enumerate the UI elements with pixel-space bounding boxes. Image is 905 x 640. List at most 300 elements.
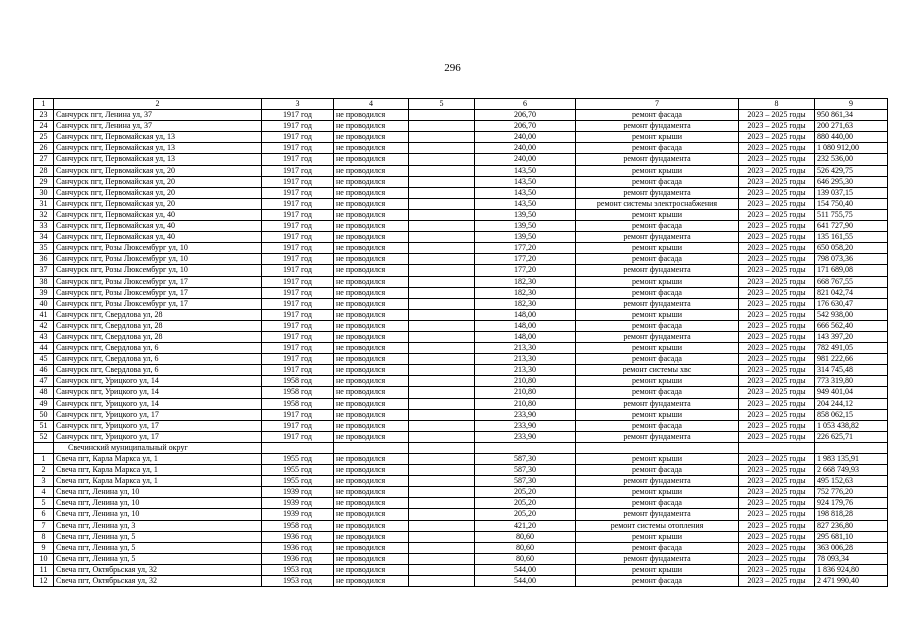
area-cell: 80,60: [475, 542, 576, 553]
work-type-cell: ремонт крыши: [576, 564, 739, 575]
empty-cell: [334, 442, 409, 453]
previous-repair-cell: не проводился: [334, 298, 409, 309]
address-cell: Свеча пгт, Ленина ул, 5: [54, 531, 262, 542]
row-number: 46: [34, 365, 54, 376]
previous-repair-cell: не проводился: [334, 509, 409, 520]
year-cell: 1953 год: [262, 564, 334, 575]
work-type-cell: ремонт фасада: [576, 387, 739, 398]
row-number: 2: [34, 465, 54, 476]
work-type-cell: ремонт фасада: [576, 354, 739, 365]
period-cell: 2023 – 2025 годы: [739, 243, 815, 254]
address-cell: Санчурск пгт, Первомайская ул, 13: [54, 143, 262, 154]
table-row: [34, 298, 888, 309]
empty-cell: [409, 431, 475, 442]
table-row: [34, 343, 888, 354]
previous-repair-cell: не проводился: [334, 431, 409, 442]
address-cell: Санчурск пгт, Урицкого ул, 17: [54, 420, 262, 431]
table-row: [34, 531, 888, 542]
table-row: [34, 198, 888, 209]
address-cell: Свеча пгт, Карла Маркса ул, 1: [54, 465, 262, 476]
empty-cell: [409, 420, 475, 431]
area-cell: 206,70: [475, 110, 576, 121]
work-type-cell: ремонт фундамента: [576, 476, 739, 487]
year-cell: 1917 год: [262, 265, 334, 276]
work-type-cell: ремонт фасада: [576, 254, 739, 265]
area-cell: 587,30: [475, 465, 576, 476]
cost-cell: 646 295,30: [815, 176, 888, 187]
previous-repair-cell: не проводился: [334, 354, 409, 365]
row-number: 9: [34, 542, 54, 553]
area-cell: 80,60: [475, 553, 576, 564]
period-cell: 2023 – 2025 годы: [739, 498, 815, 509]
area-cell: 240,00: [475, 143, 576, 154]
year-cell: 1917 год: [262, 431, 334, 442]
area-cell: 213,30: [475, 365, 576, 376]
previous-repair-cell: не проводился: [334, 420, 409, 431]
period-cell: 2023 – 2025 годы: [739, 331, 815, 342]
row-number: 1: [34, 454, 54, 465]
row-number: 40: [34, 298, 54, 309]
period-cell: 2023 – 2025 годы: [739, 531, 815, 542]
work-type-cell: ремонт фасада: [576, 143, 739, 154]
period-cell: 2023 – 2025 годы: [739, 121, 815, 132]
table-row: [34, 309, 888, 320]
row-number: 50: [34, 409, 54, 420]
previous-repair-cell: не проводился: [334, 320, 409, 331]
area-cell: 139,50: [475, 221, 576, 232]
previous-repair-cell: не проводился: [334, 343, 409, 354]
row-number: 32: [34, 209, 54, 220]
year-cell: 1917 год: [262, 409, 334, 420]
row-number: 41: [34, 309, 54, 320]
empty-cell: [475, 442, 576, 453]
cost-cell: 1 983 135,91: [815, 454, 888, 465]
year-cell: 1917 год: [262, 176, 334, 187]
empty-cell: [409, 309, 475, 320]
year-cell: 1917 год: [262, 187, 334, 198]
cost-cell: 2 471 990,40: [815, 576, 888, 587]
area-cell: 143,50: [475, 165, 576, 176]
row-number: 7: [34, 520, 54, 531]
previous-repair-cell: не проводился: [334, 143, 409, 154]
work-type-cell: ремонт системы электроснабжения: [576, 198, 739, 209]
year-cell: 1917 год: [262, 254, 334, 265]
period-cell: 2023 – 2025 годы: [739, 254, 815, 265]
cost-cell: 198 818,28: [815, 509, 888, 520]
table-row: [34, 320, 888, 331]
address-cell: Свеча пгт, Ленина ул, 10: [54, 487, 262, 498]
address-cell: Санчурск пгт, Первомайская ул, 20: [54, 198, 262, 209]
area-cell: 233,90: [475, 420, 576, 431]
period-cell: 2023 – 2025 годы: [739, 187, 815, 198]
address-cell: Санчурск пгт, Ленина ул, 37: [54, 110, 262, 121]
year-cell: 1939 год: [262, 498, 334, 509]
address-cell: Санчурск пгт, Первомайская ул, 20: [54, 176, 262, 187]
empty-cell: [409, 132, 475, 143]
work-type-cell: ремонт фасада: [576, 420, 739, 431]
work-type-cell: ремонт фасада: [576, 498, 739, 509]
work-type-cell: ремонт фундамента: [576, 121, 739, 132]
table-row: [34, 209, 888, 220]
area-cell: 139,50: [475, 232, 576, 243]
area-cell: 143,50: [475, 176, 576, 187]
period-cell: 2023 – 2025 годы: [739, 154, 815, 165]
row-number: 25: [34, 132, 54, 143]
address-cell: Санчурск пгт, Урицкого ул, 14: [54, 398, 262, 409]
cost-cell: 135 161,55: [815, 232, 888, 243]
previous-repair-cell: не проводился: [334, 198, 409, 209]
work-type-cell: ремонт крыши: [576, 209, 739, 220]
row-number: 31: [34, 198, 54, 209]
cost-cell: 204 244,12: [815, 398, 888, 409]
period-cell: 2023 – 2025 годы: [739, 165, 815, 176]
empty-cell: [409, 187, 475, 198]
work-type-cell: ремонт фундамента: [576, 154, 739, 165]
previous-repair-cell: не проводился: [334, 576, 409, 587]
cost-cell: 78 093,34: [815, 553, 888, 564]
empty-cell: [409, 343, 475, 354]
table-row: [34, 476, 888, 487]
cost-cell: 200 271,63: [815, 121, 888, 132]
row-number: 48: [34, 387, 54, 398]
table-row: [34, 576, 888, 587]
year-cell: 1917 год: [262, 132, 334, 143]
empty-cell: [409, 331, 475, 342]
cost-cell: 981 222,66: [815, 354, 888, 365]
row-number: 47: [34, 376, 54, 387]
work-type-cell: ремонт фундамента: [576, 331, 739, 342]
previous-repair-cell: не проводился: [334, 531, 409, 542]
year-cell: 1953 год: [262, 576, 334, 587]
table-row: [34, 331, 888, 342]
previous-repair-cell: не проводился: [334, 243, 409, 254]
address-cell: Санчурск пгт, Розы Люксембург ул, 10: [54, 243, 262, 254]
row-number: 30: [34, 187, 54, 198]
cost-cell: 950 861,34: [815, 110, 888, 121]
work-type-cell: ремонт крыши: [576, 343, 739, 354]
cost-cell: 821 042,74: [815, 287, 888, 298]
empty-cell: [409, 198, 475, 209]
cost-cell: 1 080 912,00: [815, 143, 888, 154]
address-cell: Свеча пгт, Ленина ул, 10: [54, 509, 262, 520]
work-type-cell: ремонт крыши: [576, 531, 739, 542]
address-cell: Санчурск пгт, Свердлова ул, 28: [54, 309, 262, 320]
empty-cell: [409, 209, 475, 220]
table-row: [34, 154, 888, 165]
empty-cell: [409, 498, 475, 509]
work-type-cell: ремонт фундамента: [576, 298, 739, 309]
empty-cell: [739, 442, 815, 453]
period-cell: 2023 – 2025 годы: [739, 542, 815, 553]
address-cell: Санчурск пгт, Первомайская ул, 40: [54, 221, 262, 232]
cost-cell: 314 745,48: [815, 365, 888, 376]
period-cell: 2023 – 2025 годы: [739, 209, 815, 220]
table-row: [34, 520, 888, 531]
empty-cell: [409, 265, 475, 276]
period-cell: 2023 – 2025 годы: [739, 487, 815, 498]
period-cell: 2023 – 2025 годы: [739, 398, 815, 409]
empty-cell: [409, 409, 475, 420]
previous-repair-cell: не проводился: [334, 520, 409, 531]
empty-cell: [409, 376, 475, 387]
work-type-cell: ремонт крыши: [576, 309, 739, 320]
address-cell: Свеча пгт, Карла Маркса ул, 1: [54, 454, 262, 465]
cost-cell: 526 429,75: [815, 165, 888, 176]
period-cell: 2023 – 2025 годы: [739, 143, 815, 154]
empty-cell: [409, 121, 475, 132]
previous-repair-cell: не проводился: [334, 265, 409, 276]
year-cell: 1955 год: [262, 454, 334, 465]
cost-cell: 295 681,10: [815, 531, 888, 542]
area-cell: 177,20: [475, 265, 576, 276]
area-cell: 148,00: [475, 331, 576, 342]
cost-cell: 139 037,15: [815, 187, 888, 198]
previous-repair-cell: не проводился: [334, 121, 409, 132]
previous-repair-cell: не проводился: [334, 398, 409, 409]
row-number: 43: [34, 331, 54, 342]
row-number: 51: [34, 420, 54, 431]
work-type-cell: ремонт фасада: [576, 110, 739, 121]
period-cell: 2023 – 2025 годы: [739, 276, 815, 287]
row-number: 10: [34, 553, 54, 564]
cost-cell: 668 767,55: [815, 276, 888, 287]
year-cell: 1917 год: [262, 420, 334, 431]
empty-cell: [409, 442, 475, 453]
area-cell: 421,20: [475, 520, 576, 531]
work-type-cell: ремонт фундамента: [576, 553, 739, 564]
empty-cell: [409, 254, 475, 265]
table-row: [34, 376, 888, 387]
previous-repair-cell: не проводился: [334, 254, 409, 265]
work-type-cell: ремонт крыши: [576, 454, 739, 465]
area-cell: 139,50: [475, 209, 576, 220]
repair-registry-table: [33, 98, 888, 587]
empty-cell: [409, 221, 475, 232]
empty-cell: [409, 487, 475, 498]
previous-repair-cell: не проводился: [334, 476, 409, 487]
row-number: 5: [34, 498, 54, 509]
empty-cell: [409, 553, 475, 564]
year-cell: 1917 год: [262, 320, 334, 331]
table-row: [34, 564, 888, 575]
table-row: [34, 110, 888, 121]
period-cell: 2023 – 2025 годы: [739, 520, 815, 531]
previous-repair-cell: не проводился: [334, 487, 409, 498]
address-cell: Санчурск пгт, Розы Люксембург ул, 10: [54, 254, 262, 265]
cost-cell: 773 319,80: [815, 376, 888, 387]
empty-cell: [409, 542, 475, 553]
table-row: [34, 187, 888, 198]
empty-cell: [262, 442, 334, 453]
previous-repair-cell: не проводился: [334, 454, 409, 465]
year-cell: 1917 год: [262, 331, 334, 342]
year-cell: 1917 год: [262, 165, 334, 176]
period-cell: 2023 – 2025 годы: [739, 431, 815, 442]
cost-cell: 666 562,40: [815, 320, 888, 331]
table-row: [34, 265, 888, 276]
table-row: [34, 243, 888, 254]
address-cell: Санчурск пгт, Первомайская ул, 13: [54, 132, 262, 143]
year-cell: 1917 год: [262, 154, 334, 165]
period-cell: 2023 – 2025 годы: [739, 298, 815, 309]
work-type-cell: ремонт фундамента: [576, 232, 739, 243]
year-cell: 1939 год: [262, 509, 334, 520]
area-cell: 587,30: [475, 476, 576, 487]
year-cell: 1936 год: [262, 531, 334, 542]
table-row: [34, 542, 888, 553]
row-number: 38: [34, 276, 54, 287]
previous-repair-cell: не проводился: [334, 187, 409, 198]
column-header: 3: [262, 99, 334, 110]
area-cell: 177,20: [475, 254, 576, 265]
column-header: 8: [739, 99, 815, 110]
section-title: Свечинский муниципальный округ: [54, 442, 262, 453]
work-type-cell: ремонт системы отопления: [576, 520, 739, 531]
cost-cell: 858 062,15: [815, 409, 888, 420]
work-type-cell: ремонт крыши: [576, 276, 739, 287]
address-cell: Санчурск пгт, Урицкого ул, 14: [54, 387, 262, 398]
empty-cell: [409, 287, 475, 298]
area-cell: 182,30: [475, 276, 576, 287]
period-cell: 2023 – 2025 годы: [739, 509, 815, 520]
empty-cell: [34, 442, 54, 453]
area-cell: 213,30: [475, 354, 576, 365]
address-cell: Санчурск пгт, Первомайская ул, 40: [54, 209, 262, 220]
empty-cell: [409, 243, 475, 254]
year-cell: 1917 год: [262, 232, 334, 243]
row-number: 36: [34, 254, 54, 265]
work-type-cell: ремонт фасада: [576, 465, 739, 476]
row-number: 6: [34, 509, 54, 520]
area-cell: 206,70: [475, 121, 576, 132]
work-type-cell: ремонт фундамента: [576, 398, 739, 409]
year-cell: 1917 год: [262, 209, 334, 220]
empty-cell: [409, 320, 475, 331]
previous-repair-cell: не проводился: [334, 176, 409, 187]
period-cell: 2023 – 2025 годы: [739, 221, 815, 232]
period-cell: 2023 – 2025 годы: [739, 309, 815, 320]
cost-cell: 924 179,76: [815, 498, 888, 509]
area-cell: 205,20: [475, 498, 576, 509]
previous-repair-cell: не проводился: [334, 365, 409, 376]
area-cell: 213,30: [475, 343, 576, 354]
empty-cell: [409, 232, 475, 243]
previous-repair-cell: не проводился: [334, 564, 409, 575]
cost-cell: 154 750,40: [815, 198, 888, 209]
year-cell: 1917 год: [262, 121, 334, 132]
previous-repair-cell: не проводился: [334, 221, 409, 232]
table-row: [34, 387, 888, 398]
work-type-cell: ремонт фундамента: [576, 265, 739, 276]
year-cell: 1936 год: [262, 553, 334, 564]
period-cell: 2023 – 2025 годы: [739, 354, 815, 365]
column-header: 7: [576, 99, 739, 110]
address-cell: Санчурск пгт, Первомайская ул, 13: [54, 154, 262, 165]
row-number: 24: [34, 121, 54, 132]
period-cell: 2023 – 2025 годы: [739, 265, 815, 276]
empty-cell: [409, 110, 475, 121]
work-type-cell: ремонт фасада: [576, 176, 739, 187]
address-cell: Свеча пгт, Карла Маркса ул, 1: [54, 476, 262, 487]
address-cell: Санчурск пгт, Урицкого ул, 17: [54, 431, 262, 442]
period-cell: 2023 – 2025 годы: [739, 553, 815, 564]
address-cell: Свеча пгт, Октябрьская ул, 32: [54, 564, 262, 575]
cost-cell: 827 236,80: [815, 520, 888, 531]
year-cell: 1917 год: [262, 309, 334, 320]
previous-repair-cell: не проводился: [334, 209, 409, 220]
work-type-cell: ремонт крыши: [576, 487, 739, 498]
year-cell: 1917 год: [262, 365, 334, 376]
year-cell: 1917 год: [262, 143, 334, 154]
previous-repair-cell: не проводился: [334, 309, 409, 320]
table-row: [34, 287, 888, 298]
page-number: 296: [444, 62, 461, 74]
year-cell: 1955 год: [262, 476, 334, 487]
address-cell: Санчурск пгт, Розы Люксембург ул, 17: [54, 276, 262, 287]
year-cell: 1917 год: [262, 287, 334, 298]
table-row: [34, 276, 888, 287]
previous-repair-cell: не проводился: [334, 376, 409, 387]
row-number: 29: [34, 176, 54, 187]
empty-cell: [409, 354, 475, 365]
empty-cell: [409, 398, 475, 409]
year-cell: 1958 год: [262, 376, 334, 387]
cost-cell: 176 630,47: [815, 298, 888, 309]
area-cell: 210,80: [475, 376, 576, 387]
table-row: [34, 553, 888, 564]
work-type-cell: ремонт крыши: [576, 165, 739, 176]
row-number: 35: [34, 243, 54, 254]
period-cell: 2023 – 2025 годы: [739, 376, 815, 387]
column-header: 6: [475, 99, 576, 110]
row-number: 33: [34, 221, 54, 232]
table-row: [34, 509, 888, 520]
cost-cell: 641 727,90: [815, 221, 888, 232]
area-cell: 233,90: [475, 409, 576, 420]
previous-repair-cell: не проводился: [334, 465, 409, 476]
area-cell: 205,20: [475, 487, 576, 498]
row-number: 52: [34, 431, 54, 442]
empty-cell: [409, 520, 475, 531]
cost-cell: 2 668 749,93: [815, 465, 888, 476]
empty-cell: [409, 465, 475, 476]
cost-cell: 226 625,71: [815, 431, 888, 442]
empty-cell: [409, 564, 475, 575]
work-type-cell: ремонт крыши: [576, 243, 739, 254]
address-cell: Свеча пгт, Ленина ул, 3: [54, 520, 262, 531]
cost-cell: 511 755,75: [815, 209, 888, 220]
work-type-cell: ремонт фундамента: [576, 509, 739, 520]
row-number: 4: [34, 487, 54, 498]
address-cell: Санчурск пгт, Свердлова ул, 6: [54, 365, 262, 376]
area-cell: 80,60: [475, 531, 576, 542]
row-number: 44: [34, 343, 54, 354]
period-cell: 2023 – 2025 годы: [739, 198, 815, 209]
address-cell: Свеча пгт, Ленина ул, 10: [54, 498, 262, 509]
row-number: 34: [34, 232, 54, 243]
year-cell: 1958 год: [262, 520, 334, 531]
cost-cell: 363 006,28: [815, 542, 888, 553]
address-cell: Санчурск пгт, Свердлова ул, 6: [54, 343, 262, 354]
cost-cell: 171 689,08: [815, 265, 888, 276]
period-cell: 2023 – 2025 годы: [739, 465, 815, 476]
empty-cell: [409, 154, 475, 165]
year-cell: 1936 год: [262, 542, 334, 553]
empty-cell: [409, 276, 475, 287]
cost-cell: 1 836 924,80: [815, 564, 888, 575]
address-cell: Санчурск пгт, Розы Люксембург ул, 17: [54, 298, 262, 309]
empty-cell: [815, 442, 888, 453]
